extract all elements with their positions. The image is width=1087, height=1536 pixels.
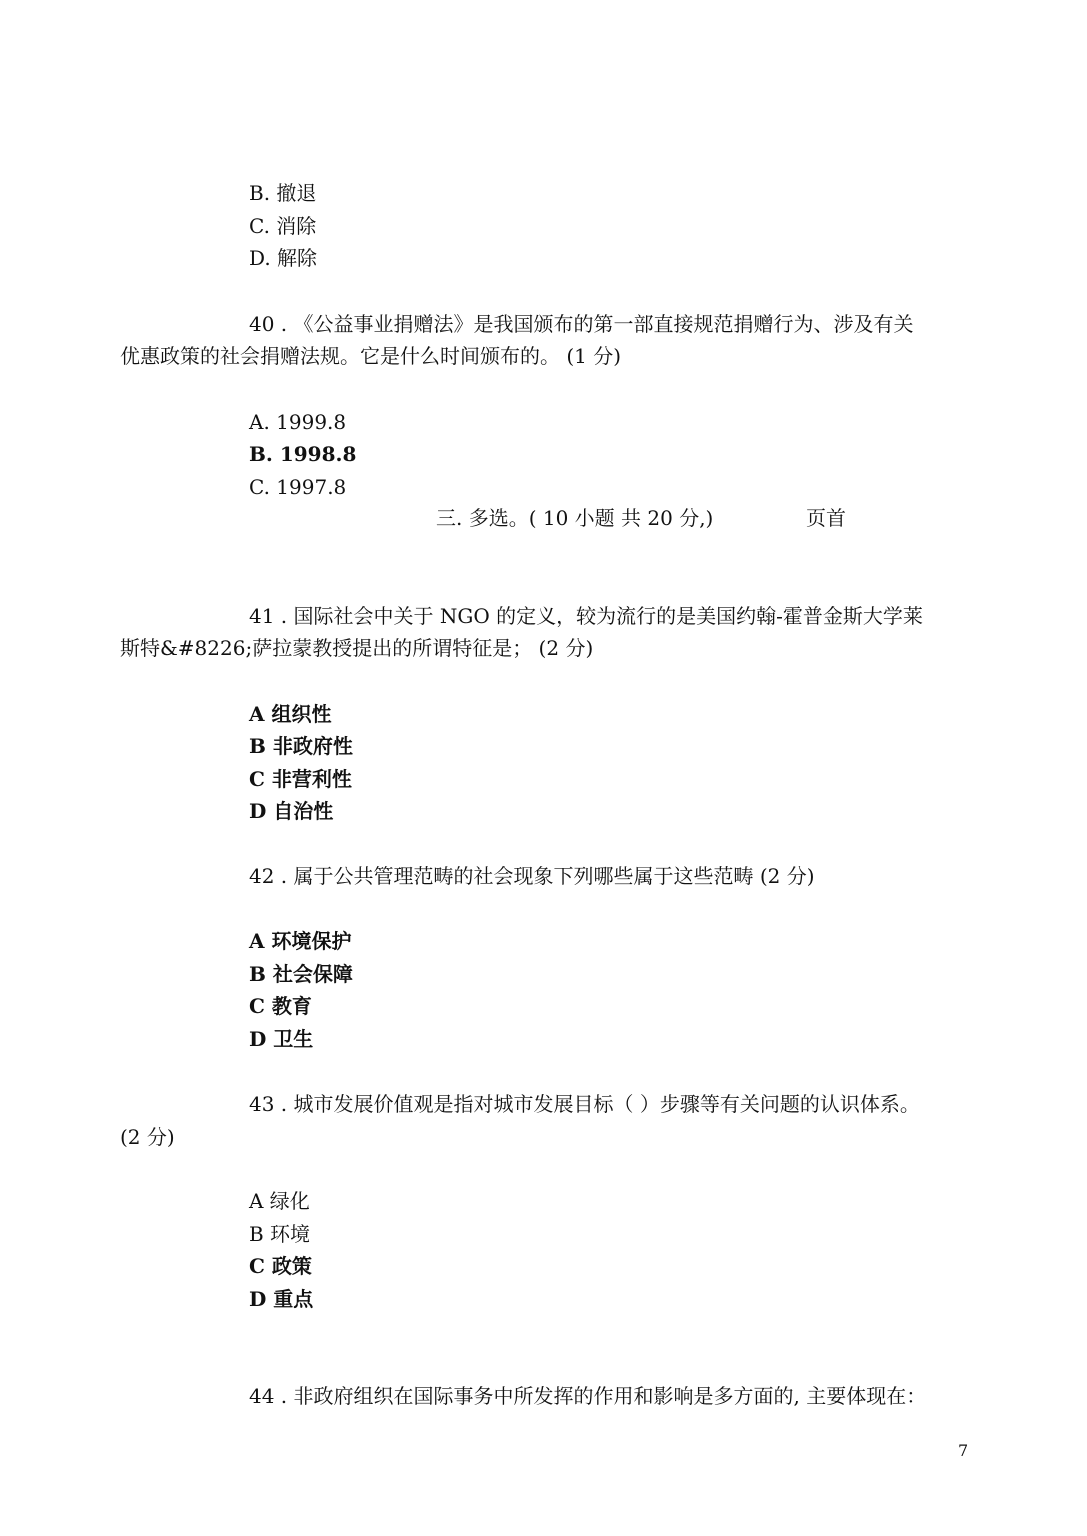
- q40-option-c: C. 1997.8: [249, 475, 347, 499]
- q40-option-b: B. 1998.8: [249, 442, 357, 466]
- option-prev-b: B. 撤退: [249, 181, 317, 205]
- q42-option-a: A 环境保护: [249, 929, 352, 953]
- q41-option-b: B 非政府性: [249, 734, 353, 758]
- question-43-line1: 43 . 城市发展价值观是指对城市发展目标（ ）步骤等有关问题的认识体系。: [249, 1092, 920, 1116]
- option-prev-d: D. 解除: [249, 246, 318, 270]
- q41-option-d: D 自治性: [249, 799, 334, 823]
- question-41-line1: 41 . 国际社会中关于 NGO 的定义，较为流行的是美国约翰-霍普金斯大学莱: [249, 604, 923, 628]
- question-43-line2: (2 分): [120, 1125, 175, 1149]
- q42-option-c: C 教育: [249, 994, 312, 1018]
- page-number: 7: [958, 1441, 969, 1460]
- q43-option-a: A 绿化: [249, 1189, 310, 1213]
- option-prev-c: C. 消除: [249, 214, 317, 238]
- q41-option-c: C 非营利性: [249, 767, 352, 791]
- question-41-line2: 斯特&#8226;萨拉蒙教授提出的所谓特征是； (2 分): [120, 636, 594, 660]
- q43-option-b: B 环境: [249, 1222, 311, 1246]
- question-40-line2: 优惠政策的社会捐赠法规。它是什么时间颁布的。 (1 分): [120, 344, 622, 368]
- q43-option-c: C 政策: [249, 1254, 312, 1278]
- section-heading: 三. 多选。( 10 小题 共 20 分,): [436, 506, 714, 530]
- q41-option-a: A 组织性: [249, 702, 332, 726]
- q42-option-d: D 卫生: [249, 1027, 314, 1051]
- page-top-link[interactable]: 页首: [806, 506, 846, 530]
- q43-option-d: D 重点: [249, 1287, 314, 1311]
- question-40-line1: 40 . 《公益事业捐赠法》是我国颁布的第一部直接规范捐赠行为、涉及有关: [249, 312, 914, 336]
- q42-option-b: B 社会保障: [249, 962, 353, 986]
- question-42-line1: 42 . 属于公共管理范畴的社会现象下列哪些属于这些范畴 (2 分): [249, 864, 815, 888]
- question-44-line1: 44 . 非政府组织在国际事务中所发挥的作用和影响是多方面的, 主要体现在：: [249, 1384, 927, 1408]
- q40-option-a: A. 1999.8: [249, 410, 347, 434]
